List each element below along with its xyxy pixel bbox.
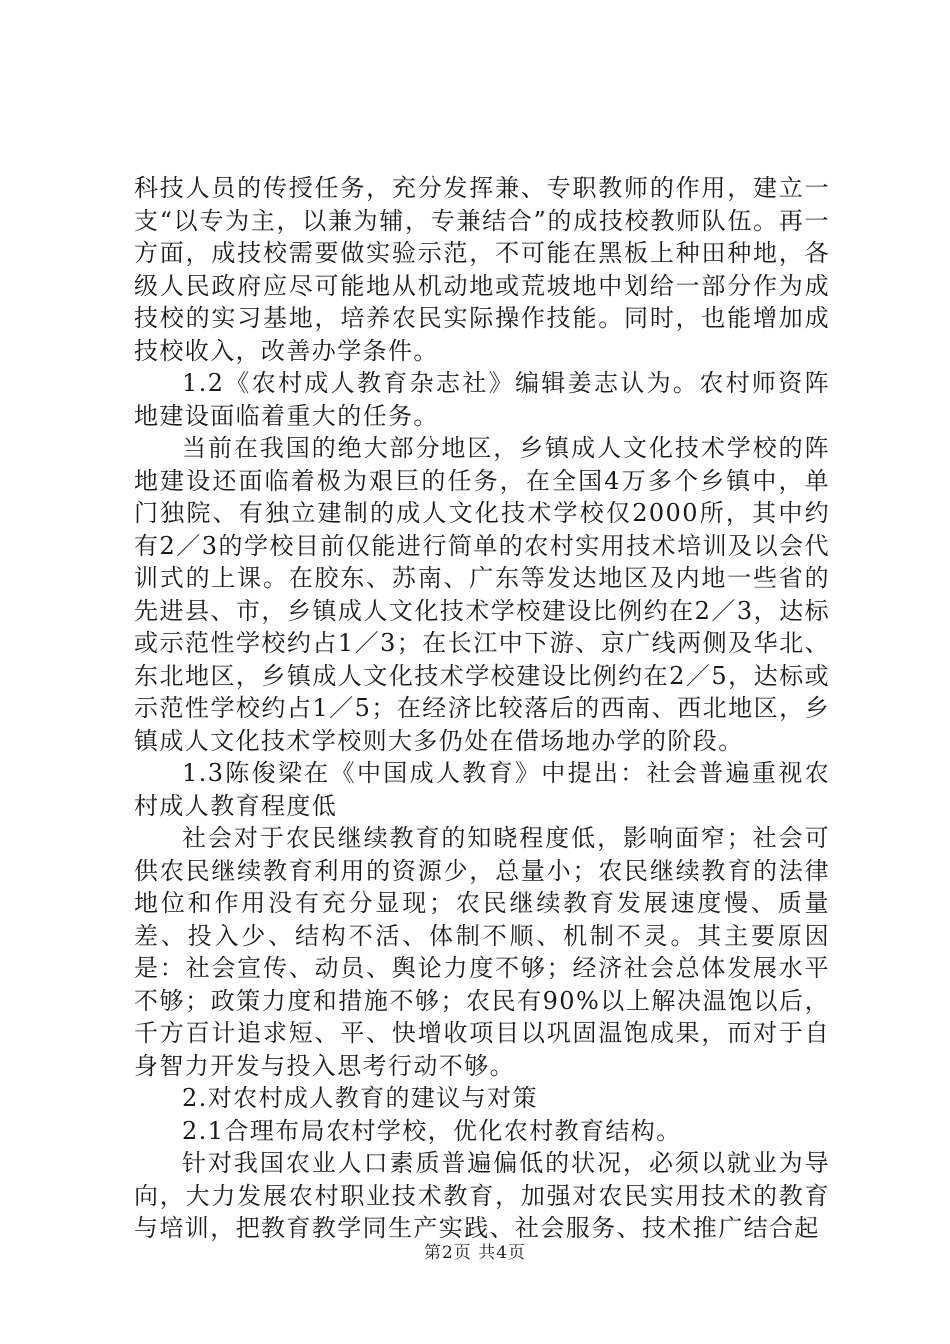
page-number-footer: 第2页 共4页 bbox=[423, 1243, 527, 1263]
paragraph-rural-school-construction: 当前在我国的绝大部分地区，乡镇成人文化技术学校的阵地建设还面临着极为艰巨的任务，在全国4万多个乡镇中，单门独院、有独立建制的成人文化技术学校仅2000所，其中约有2／3的学校目前仅能进行简单的农村实用技术培训及以会代训式的上课。在胶东、苏南、广东等发达地区及内地一些省的先进县、市，乡镇成人文化技术学校建设比例约在2／3，达标或示范性学校约占1／3；在长江中下游、京广线两侧及华北、东北地区，乡镇成人文化技术学校建设比例约在2／5，达标或示范性学校约占1／5；在经济比较落后的西南、西北地区，乡镇成人文化技术学校则大多仍处在借场地办学的阶段。 bbox=[134, 434, 830, 755]
paragraph-continuation: 科技人员的传授任务，充分发挥兼、专职教师的作用，建立一支“以专为主，以兼为辅，专兼结合”的成技校教师队伍。再一方面，成技校需要做实验示范，不可能在黑板上种田种地，各级人民政府应尽可能地从机动地或荒坡地中划给一部分作为成技校的实习基地，培养农民实际操作技能。同时，也能增加成技校收入，改善办学条件。 bbox=[134, 174, 830, 365]
section-heading-1-3: 1.3陈俊梁在《中国成人教育》中提出：社会普遍重视农村成人教育程度低 bbox=[134, 759, 830, 820]
section-heading-2-1: 2.1合理布局农村学校，优化农村教育结构。 bbox=[182, 1116, 682, 1145]
paragraph-vocational-education: 针对我国农业人口素质普遍偏低的状况，必须以就业为导向，大力发展农村职业技术教育，加强对农民实用技术的教育与培训，把教育教学同生产实践、社会服务、技术推广结合起 bbox=[134, 1149, 830, 1242]
section-heading-1-2: 1.2《农村成人教育杂志社》编辑姜志认为。农村师资阵地建设面临着重大的任务。 bbox=[134, 369, 830, 430]
document-body bbox=[134, 172, 830, 1245]
paragraph-farmer-education-awareness: 社会对于农民继续教育的知晓程度低，影响面窄；社会可供农民继续教育利用的资源少，总量小；农民继续教育的法律地位和作用没有充分显现；农民继续教育发展速度慢、质量差、投入少、结构不活、体制不顺、机制不灵。其主要原因是：社会宣传、动员、舆论力度不够；经济社会总体发展水平不够；政策力度和措施不够；农民有90%以上解决温饱以后，千方百计追求短、平、快增收项目以巩固温饱成果，而对于自身智力开发与投入思考行动不够。 bbox=[134, 824, 830, 1080]
section-heading-2: 2.对农村成人教育的建议与对策 bbox=[182, 1084, 538, 1112]
